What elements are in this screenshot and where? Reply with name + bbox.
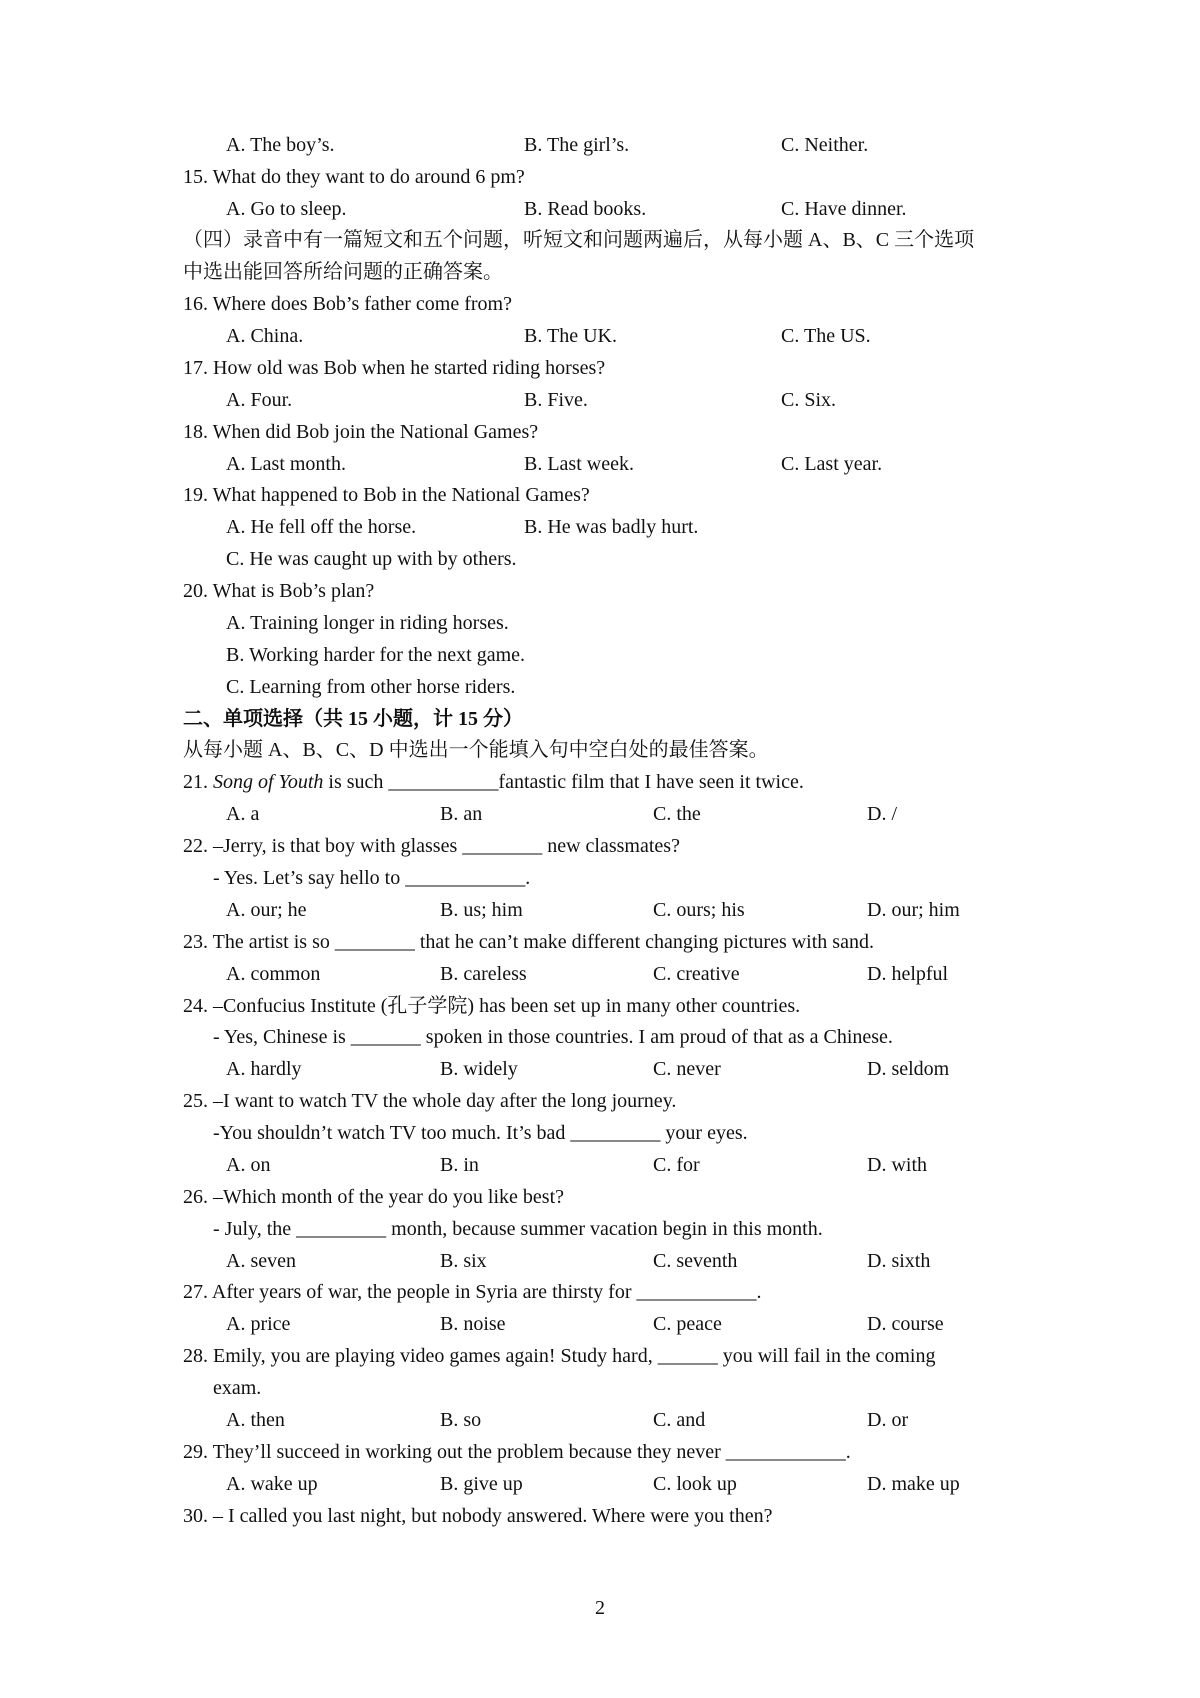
instruction-text: 中选出能回答所给问题的正确答案。 bbox=[183, 261, 503, 283]
question-text: 26. –Which month of the year do you like best? bbox=[183, 1186, 565, 1208]
answer-option: A. China. bbox=[226, 325, 304, 347]
answer-option: C. Six. bbox=[781, 389, 837, 411]
answer-option: C. Learning from other horse riders. bbox=[226, 676, 516, 698]
answer-option: D. course bbox=[867, 1313, 944, 1335]
question-subline: exam. bbox=[213, 1377, 262, 1399]
question-text: 29. They’ll succeed in working out the problem because they never ____________. bbox=[183, 1441, 851, 1463]
answer-option: B. give up bbox=[440, 1473, 523, 1495]
answer-option: D. sixth bbox=[867, 1250, 931, 1272]
section-heading: 二、单项选择（共 15 小题，计 15 分） bbox=[183, 708, 523, 730]
answer-option: B. six bbox=[440, 1250, 487, 1272]
answer-option: C. the bbox=[653, 803, 701, 825]
question-text: 24. –Confucius Institute (孔子学院) has been set up in many other countries. bbox=[183, 995, 801, 1017]
question-subline: -You shouldn’t watch TV too much. It’s bad _________ your eyes. bbox=[213, 1122, 748, 1144]
answer-option: D. helpful bbox=[867, 963, 949, 985]
answer-option: C. peace bbox=[653, 1313, 722, 1335]
answer-option: C. He was caught up with by others. bbox=[226, 548, 517, 570]
answer-option: D. or bbox=[867, 1409, 909, 1431]
answer-option: B. noise bbox=[440, 1313, 506, 1335]
answer-option: C. seventh bbox=[653, 1250, 738, 1272]
instruction-text: 从每小题 A、B、C、D 中选出一个能填入句中空白处的最佳答案。 bbox=[183, 739, 769, 761]
answer-option: B. in bbox=[440, 1154, 479, 1176]
answer-option: A. then bbox=[226, 1409, 285, 1431]
answer-option: A. Four. bbox=[226, 389, 293, 411]
answer-option: C. never bbox=[653, 1058, 721, 1080]
answer-option: A. hardly bbox=[226, 1058, 302, 1080]
answer-option: B. Five. bbox=[524, 389, 588, 411]
question-text: 23. The artist is so ________ that he can’t make different changing pictures with sand. bbox=[183, 931, 874, 953]
answer-option: C. look up bbox=[653, 1473, 737, 1495]
answer-option: D. / bbox=[867, 803, 897, 825]
answer-option: C. Neither. bbox=[781, 134, 869, 156]
answer-option: C. for bbox=[653, 1154, 700, 1176]
answer-option: B. Working harder for the next game. bbox=[226, 644, 526, 666]
answer-option: C. ours; his bbox=[653, 899, 745, 921]
answer-option: C. and bbox=[653, 1409, 706, 1431]
answer-option: C. creative bbox=[653, 963, 740, 985]
question-rest: is such ___________fantastic film that I have seen it twice. bbox=[323, 771, 804, 793]
answer-option: A. on bbox=[226, 1154, 271, 1176]
question-text: 20. What is Bob’s plan? bbox=[183, 580, 375, 602]
question-text: 17. How old was Bob when he started riding horses? bbox=[183, 357, 606, 379]
answer-option: A. our; he bbox=[226, 899, 307, 921]
answer-option: B. Read books. bbox=[524, 198, 647, 220]
question-text: 18. When did Bob join the National Games? bbox=[183, 421, 539, 443]
question-text: 22. –Jerry, is that boy with glasses ________ new classmates? bbox=[183, 835, 680, 857]
answer-option: B. The UK. bbox=[524, 325, 617, 347]
answer-option: D. make up bbox=[867, 1473, 960, 1495]
answer-option: D. seldom bbox=[867, 1058, 950, 1080]
answer-option: C. Have dinner. bbox=[781, 198, 907, 220]
question-text: 27. After years of war, the people in Syria are thirsty for ____________. bbox=[183, 1281, 762, 1303]
answer-option: B. Last week. bbox=[524, 453, 634, 475]
answer-option: A. wake up bbox=[226, 1473, 318, 1495]
question-number: 21. bbox=[183, 771, 213, 793]
answer-option: D. with bbox=[867, 1154, 927, 1176]
question-text: 25. –I want to watch TV the whole day after the long journey. bbox=[183, 1090, 677, 1112]
question-text: 30. – I called you last night, but nobody answered. Where were you then? bbox=[183, 1505, 773, 1527]
question-text bbox=[183, 770, 804, 794]
answer-option: B. widely bbox=[440, 1058, 518, 1080]
instruction-text: （四）录音中有一篇短文和五个问题，听短文和问题两遍后，从每小题 A、B、C 三个选项 bbox=[183, 229, 975, 251]
answer-option: B. The girl’s. bbox=[524, 134, 630, 156]
answer-option: A. price bbox=[226, 1313, 291, 1335]
answer-option: A. The boy’s. bbox=[226, 134, 335, 156]
question-text: 16. Where does Bob’s father come from? bbox=[183, 293, 512, 315]
question-subline: - Yes. Let’s say hello to ____________. bbox=[213, 867, 531, 889]
answer-option: B. He was badly hurt. bbox=[524, 516, 699, 538]
answer-option: A. common bbox=[226, 963, 321, 985]
answer-option: B. an bbox=[440, 803, 483, 825]
answer-option: C. The US. bbox=[781, 325, 871, 347]
film-title: Song of Youth bbox=[213, 771, 324, 793]
answer-option: B. so bbox=[440, 1409, 482, 1431]
answer-option: A. Training longer in riding horses. bbox=[226, 612, 509, 634]
answer-option: A. seven bbox=[226, 1250, 296, 1272]
question-subline: - Yes, Chinese is _______ spoken in those countries. I am proud of that as a Chinese. bbox=[213, 1026, 893, 1048]
answer-option: D. our; him bbox=[867, 899, 960, 921]
answer-option: A. a bbox=[226, 803, 260, 825]
answer-option: B. us; him bbox=[440, 899, 523, 921]
answer-option: A. Last month. bbox=[226, 453, 346, 475]
question-text: 28. Emily, you are playing video games again! Study hard, ______ you will fail in the coming bbox=[183, 1345, 936, 1367]
answer-option: A. Go to sleep. bbox=[226, 198, 347, 220]
question-text: 15. What do they want to do around 6 pm? bbox=[183, 166, 525, 188]
page-number: 2 bbox=[595, 1597, 605, 1619]
question-text: 19. What happened to Bob in the National Games? bbox=[183, 484, 590, 506]
answer-option: C. Last year. bbox=[781, 453, 883, 475]
question-subline: - July, the _________ month, because summer vacation begin in this month. bbox=[213, 1218, 823, 1240]
answer-option: A. He fell off the horse. bbox=[226, 516, 417, 538]
answer-option: B. careless bbox=[440, 963, 527, 985]
